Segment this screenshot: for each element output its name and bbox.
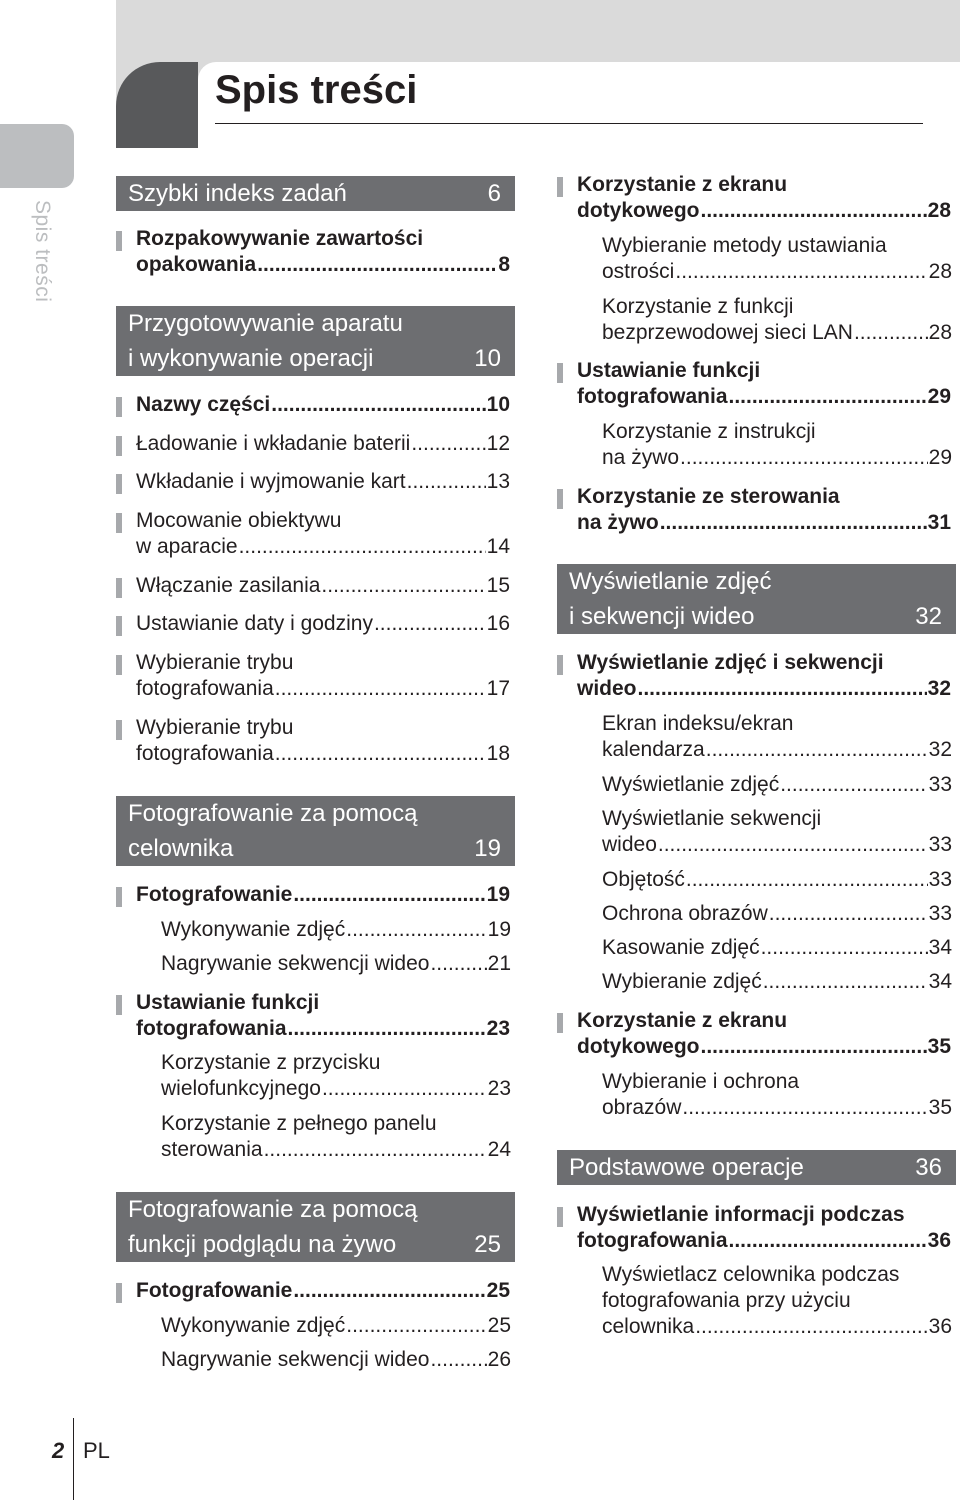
entry-page-number: 23 — [487, 1077, 511, 1100]
entry-page-number: 14 — [486, 535, 510, 558]
entry-leader-line — [602, 901, 952, 927]
toc-entry[interactable] — [136, 611, 510, 637]
entry-page-number: 32 — [928, 738, 952, 761]
dot-leader — [271, 392, 485, 418]
entry-page-number: 36 — [928, 1315, 952, 1338]
entry-text-line: fotografowania przy użyciu — [602, 1289, 851, 1312]
entry-page-number: 33 — [928, 833, 952, 856]
entry-page-number: 13 — [486, 470, 510, 493]
entry-text-line: Mocowanie obiektywu — [136, 509, 342, 532]
toc-entry[interactable] — [577, 650, 951, 702]
section-title-line: celownika — [128, 835, 234, 862]
entry-text-line: Wyświetlanie zdjęć i sekwencji — [577, 651, 884, 674]
entry-leader-line — [136, 611, 510, 637]
entry-text: Wybieranie zdjęć — [602, 970, 762, 993]
entry-text: Ochrona obrazów — [602, 902, 768, 925]
dot-leader — [275, 676, 486, 702]
entry-text: Kasowanie zdjęć — [602, 936, 760, 959]
entry-text-line: Korzystanie ze sterowania — [577, 485, 840, 508]
entry-text: dotykowego — [577, 1035, 700, 1058]
section-title-line: Przygotowywanie aparatu — [128, 310, 403, 337]
entry-leader-line — [136, 1016, 510, 1042]
entry-text: Włączanie zasilania — [136, 574, 321, 597]
toc-subentry[interactable] — [602, 969, 952, 995]
toc-subentry[interactable] — [161, 951, 511, 977]
section-title-line: Szybki indeks zadań — [128, 180, 347, 207]
entry-text-line: Korzystanie z pełnego panelu — [161, 1112, 437, 1135]
entry-page-number: 28 — [928, 321, 952, 344]
section-header[interactable] — [116, 306, 515, 376]
entry-page-number: 28 — [927, 199, 951, 222]
section-page-number: 25 — [474, 1231, 501, 1258]
section-header[interactable] — [116, 176, 515, 211]
dot-leader — [275, 741, 486, 767]
entry-leader-line — [577, 510, 951, 536]
entry-leader-line — [602, 935, 952, 961]
entry-page-number: 29 — [927, 385, 951, 408]
entry-text: fotografowania — [136, 1017, 287, 1040]
toc-entry[interactable] — [136, 469, 510, 495]
toc-entry[interactable] — [136, 508, 510, 560]
section-page-number: 36 — [915, 1154, 942, 1181]
toc-entry[interactable] — [136, 882, 510, 908]
entry-page-number: 29 — [928, 446, 952, 469]
entry-page-number: 33 — [928, 868, 952, 891]
entry-text: na żywo — [602, 446, 680, 469]
entry-text: Nagrywanie sekwencji wideo — [161, 952, 430, 975]
dot-leader — [701, 1034, 927, 1060]
dot-leader — [374, 611, 486, 637]
entry-leader-line — [577, 198, 951, 224]
title-tab-accent — [116, 62, 198, 148]
section-title-line: Wyświetlanie zdjęć — [569, 568, 772, 595]
toc-entry[interactable] — [136, 573, 510, 599]
entry-text: celownika — [602, 1315, 695, 1338]
dot-leader — [407, 469, 486, 495]
entry-page-number: 21 — [487, 952, 511, 975]
dot-leader — [686, 867, 928, 893]
entry-leader-line — [136, 741, 510, 767]
entry-leader-line — [602, 832, 952, 858]
toc-entry[interactable] — [577, 1202, 951, 1254]
dot-leader — [321, 573, 485, 599]
entry-text-line: Wyświetlanie informacji podczas — [577, 1203, 905, 1226]
entry-page-number: 24 — [487, 1138, 511, 1161]
entry-leader-line — [136, 392, 510, 418]
entry-page-number: 34 — [928, 970, 952, 993]
entry-text-line: Korzystanie z przycisku — [161, 1051, 381, 1074]
entry-leader-line — [577, 1034, 951, 1060]
entry-text: fotografowania — [577, 385, 728, 408]
toc-subentry[interactable] — [161, 1050, 511, 1102]
entry-leader-line — [136, 676, 510, 702]
toc-entry[interactable] — [136, 431, 510, 457]
toc-entry[interactable] — [577, 172, 951, 224]
toc-entry[interactable] — [136, 226, 510, 278]
entry-text: Fotografowanie — [136, 883, 293, 906]
entry-page-number: 18 — [486, 742, 510, 765]
entry-leader-line — [602, 259, 952, 285]
dot-leader — [701, 198, 927, 224]
entry-text: obrazów — [602, 1096, 682, 1119]
entry-text: fotografowania — [577, 1229, 728, 1252]
entry-leader-line — [577, 1228, 951, 1254]
entry-page-number: 25 — [487, 1314, 511, 1337]
entry-text: Fotografowanie — [136, 1279, 293, 1302]
entry-page-number: 10 — [486, 393, 510, 416]
toc-subentry[interactable] — [602, 935, 952, 961]
entry-leader-line — [602, 320, 952, 346]
entry-text-line: Ustawianie funkcji — [577, 359, 761, 382]
toc-subentry[interactable] — [602, 772, 952, 798]
entry-page-number: 17 — [486, 677, 510, 700]
entry-page-number: 33 — [928, 902, 952, 925]
entry-text: wideo — [602, 833, 657, 856]
entry-leader-line — [136, 1278, 510, 1304]
entry-page-number: 33 — [928, 773, 952, 796]
dot-leader — [257, 252, 497, 278]
section-page-number: 32 — [915, 603, 942, 630]
toc-entry[interactable] — [136, 392, 510, 418]
section-header[interactable] — [557, 1150, 956, 1185]
toc-subentry[interactable] — [602, 1262, 952, 1340]
section-title-line: i wykonywanie operacji — [128, 345, 374, 372]
entry-leader-line — [161, 1313, 511, 1339]
entry-text: fotografowania — [136, 677, 274, 700]
entry-text: Objętość — [602, 868, 685, 891]
dot-leader — [346, 1313, 486, 1339]
entry-leader-line — [577, 384, 951, 410]
dot-leader — [638, 676, 927, 702]
entry-page-number: 15 — [486, 574, 510, 597]
entry-leader-line — [161, 1347, 511, 1373]
entry-text-line: Korzystanie z ekranu — [577, 1009, 788, 1032]
entry-leader-line — [136, 469, 510, 495]
toc-entry[interactable] — [136, 650, 510, 702]
entry-text: wideo — [577, 677, 637, 700]
entry-page-number: 12 — [486, 432, 510, 455]
entry-text: Wyświetlanie zdjęć — [602, 773, 780, 796]
entry-page-number: 31 — [927, 511, 951, 534]
section-page-number: 10 — [474, 345, 501, 372]
section-header[interactable] — [116, 796, 515, 866]
dot-leader — [658, 832, 928, 858]
dot-leader — [239, 534, 486, 560]
toc-subentry[interactable] — [602, 806, 952, 858]
entry-leader-line — [602, 772, 952, 798]
entry-page-number: 34 — [928, 936, 952, 959]
toc-subentry[interactable] — [602, 867, 952, 893]
entry-page-number: 19 — [486, 883, 510, 906]
dot-leader — [769, 901, 928, 927]
section-title-line: Podstawowe operacje — [569, 1154, 804, 1181]
toc-subentry[interactable] — [161, 1347, 511, 1373]
entry-text: bezprzewodowej sieci LAN — [602, 321, 853, 344]
entry-page-number: 28 — [928, 260, 952, 283]
entry-leader-line — [602, 867, 952, 893]
dot-leader — [763, 969, 928, 995]
entry-text: Wykonywanie zdjęć — [161, 918, 346, 941]
entry-text-line: Wybieranie i ochrona — [602, 1070, 800, 1093]
entry-page-number: 16 — [486, 612, 510, 635]
entry-page-number: 32 — [927, 677, 951, 700]
dot-leader — [293, 882, 485, 908]
entry-text: wielofunkcyjnego — [161, 1077, 321, 1100]
dot-leader — [780, 772, 927, 798]
toc-subentry[interactable] — [602, 711, 952, 763]
dot-leader — [729, 384, 927, 410]
page-number: 2 — [52, 1438, 65, 1463]
dot-leader — [682, 1095, 927, 1121]
entry-page-number: 23 — [486, 1017, 510, 1040]
entry-page-number: 19 — [487, 918, 511, 941]
dot-leader — [695, 1314, 927, 1340]
entry-text: dotykowego — [577, 199, 700, 222]
entry-leader-line — [136, 252, 510, 278]
entry-text: Wykonywanie zdjęć — [161, 1314, 346, 1337]
entry-text-line: Ekran indeksu/ekran — [602, 712, 794, 735]
entry-text-line: Wyświetlacz celownika podczas — [602, 1263, 900, 1286]
dot-leader — [706, 737, 928, 763]
toc-entry[interactable] — [136, 1278, 510, 1304]
toc-subentry[interactable] — [602, 1069, 952, 1121]
toc-subentry[interactable] — [161, 1313, 511, 1339]
entry-text-line: Wyświetlanie sekwencji — [602, 807, 822, 830]
entry-leader-line — [161, 1076, 511, 1102]
title-underline — [215, 123, 923, 124]
dot-leader — [346, 917, 486, 943]
dot-leader — [761, 935, 928, 961]
section-title-line: Fotografowanie za pomocą — [128, 800, 418, 827]
entry-page-number: 35 — [927, 1035, 951, 1058]
section-page-number: 6 — [487, 180, 501, 207]
entry-leader-line — [136, 882, 510, 908]
toc-subentry[interactable] — [161, 917, 511, 943]
entry-page-number: 8 — [498, 253, 510, 276]
toc-subentry[interactable] — [602, 901, 952, 927]
dot-leader — [430, 951, 486, 977]
section-title-line: i sekwencji wideo — [569, 603, 755, 630]
toc-subentry[interactable] — [161, 1111, 511, 1163]
entry-text-line: Korzystanie z instrukcji — [602, 420, 816, 443]
toc-subentry[interactable] — [602, 233, 952, 285]
toc-entry[interactable] — [577, 358, 951, 410]
entry-leader-line — [577, 676, 951, 702]
entry-text: w aparacie — [136, 535, 238, 558]
dot-leader — [675, 259, 927, 285]
toc-subentry[interactable] — [602, 294, 952, 346]
entry-leader-line — [602, 737, 952, 763]
section-header[interactable] — [557, 564, 956, 634]
toc-entry[interactable] — [577, 484, 951, 536]
entry-text: opakowania — [136, 253, 257, 276]
dot-leader — [729, 1228, 927, 1254]
entry-text: Nazwy części — [136, 393, 271, 416]
entry-leader-line — [602, 445, 952, 471]
toc-subentry[interactable] — [602, 419, 952, 471]
page-title: Spis treści — [215, 68, 418, 112]
entry-page-number: 36 — [927, 1229, 951, 1252]
dot-leader — [430, 1347, 486, 1373]
entry-text-line: Wybieranie metody ustawiania — [602, 234, 887, 257]
entry-text: na żywo — [577, 511, 659, 534]
entry-text: Wkładanie i wyjmowanie kart — [136, 470, 406, 493]
entry-text: ostrości — [602, 260, 675, 283]
toc-entry[interactable] — [136, 990, 510, 1042]
dot-leader — [854, 320, 928, 346]
toc-entry[interactable] — [136, 715, 510, 767]
entry-leader-line — [136, 573, 510, 599]
entry-page-number: 26 — [487, 1348, 511, 1371]
section-header[interactable] — [116, 1192, 515, 1262]
section-page-number: 19 — [474, 835, 501, 862]
side-tab — [0, 124, 74, 188]
entry-page-number: 35 — [928, 1096, 952, 1119]
dot-leader — [322, 1076, 487, 1102]
entry-text-line: Korzystanie z ekranu — [577, 173, 788, 196]
entry-text: sterowania — [161, 1138, 263, 1161]
toc-entry[interactable] — [577, 1008, 951, 1060]
entry-leader-line — [161, 1137, 511, 1163]
dot-leader — [411, 431, 485, 457]
entry-text: Ustawianie daty i godziny — [136, 612, 373, 635]
dot-leader — [288, 1016, 486, 1042]
dot-leader — [293, 1278, 485, 1304]
entry-leader-line — [602, 969, 952, 995]
entry-leader-line — [161, 917, 511, 943]
entry-leader-line — [161, 951, 511, 977]
entry-text: Ładowanie i wkładanie baterii — [136, 432, 411, 455]
entry-text-line: Rozpakowywanie zawartości — [136, 227, 424, 250]
entry-page-number: 25 — [486, 1279, 510, 1302]
section-title-line: Fotografowanie za pomocą — [128, 1196, 418, 1223]
section-title-line: funkcji podglądu na żywo — [128, 1231, 397, 1258]
entry-text: fotografowania — [136, 742, 274, 765]
entry-text-line: Korzystanie z funkcji — [602, 295, 794, 318]
entry-leader-line — [602, 1095, 952, 1121]
entry-text: kalendarza — [602, 738, 705, 761]
entry-leader-line — [136, 534, 510, 560]
entry-text-line: Wybieranie trybu — [136, 716, 294, 739]
language-code: PL — [83, 1438, 110, 1463]
entry-text: Nagrywanie sekwencji wideo — [161, 1348, 430, 1371]
dot-leader — [660, 510, 927, 536]
entry-leader-line — [602, 1314, 952, 1340]
footer-divider — [73, 1418, 74, 1500]
dot-leader — [264, 1137, 487, 1163]
entry-leader-line — [136, 431, 510, 457]
side-tab-label: Spis treści — [31, 200, 54, 303]
dot-leader — [680, 445, 928, 471]
entry-text-line: Ustawianie funkcji — [136, 991, 320, 1014]
entry-text-line: Wybieranie trybu — [136, 651, 294, 674]
